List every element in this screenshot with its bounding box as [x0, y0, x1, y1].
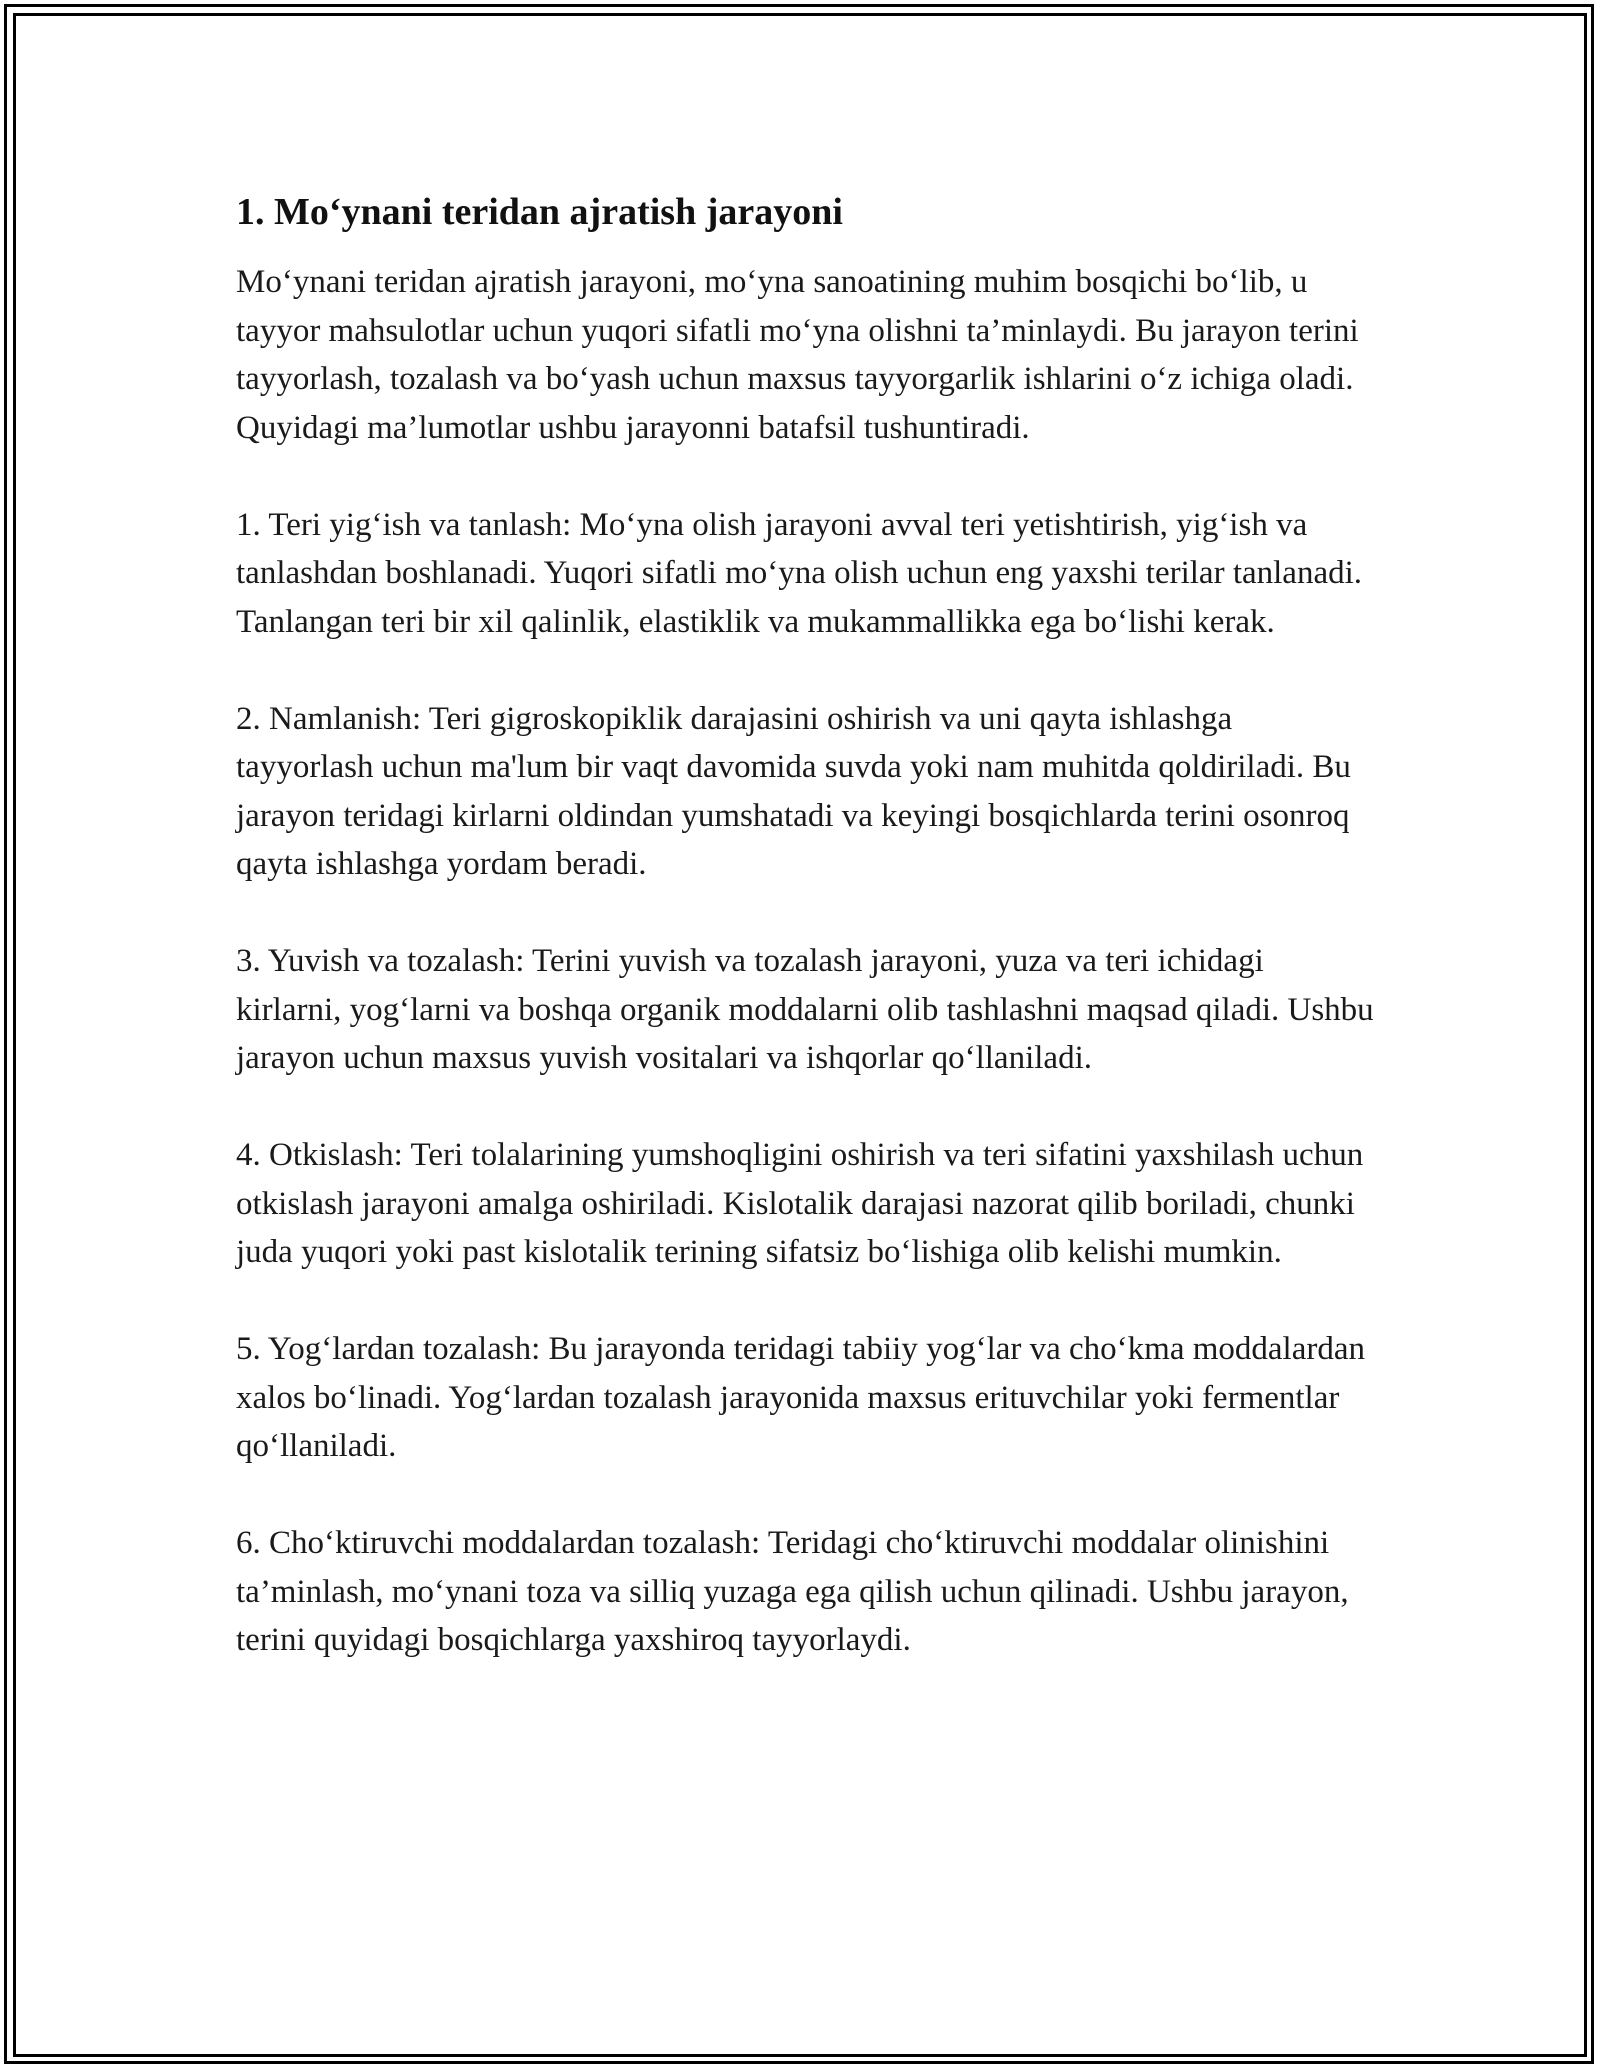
- step-5-paragraph: 5. Yog‘lardan tozalash: Bu jarayonda teridagi tabiiy yog‘lar va cho‘kma moddalardan xalos bo‘linadi. Yog‘lardan tozalash jarayonida maxsus erituvchilar yoki fermentlar qo‘llaniladi.: [236, 1331, 1365, 1464]
- document-body: [236, 188, 1376, 1713]
- step-6-paragraph: 6. Cho‘ktiruvchi moddalardan tozalash: Teridagi cho‘ktiruvchi moddalar olinishini ta’minlash, mo‘ynani toza va silliq yuzaga ega qilish uchun qilinadi. Ushbu jarayon, terini quyidagi bosqichlarga yaxshiroq tayyorlaydi.: [236, 1525, 1349, 1658]
- step-2-paragraph: 2. Namlanish: Teri gigroskopiklik darajasini oshirish va uni qayta ishlashga tayyorlash uchun ma'lum bir vaqt davomida suvda yoki nam muhitda qoldiriladi. Bu jarayon teridagi kirlarni oldindan yumshatadi va keyingi bosqichlarda terini osonroq qayta ishlashga yordam beradi.: [236, 700, 1351, 882]
- document-title: 1. Mo‘ynani teridan ajratish jarayoni: [236, 191, 843, 233]
- intro-paragraph: Mo‘ynani teridan ajratish jarayoni, mo‘yna sanoatining muhim bosqichi bo‘lib, u tayyor mahsulotlar uchun yuqori sifatli mo‘yna olishni ta’minlaydi. Bu jarayon terini tayyorlash, tozalash va bo‘yash uchun maxsus tayyorgarlik ishlarini o‘z ichiga oladi. Quyidagi ma’lumotlar ushbu jarayonni batafsil tushuntiradi.: [236, 264, 1359, 446]
- step-4-paragraph: 4. Otkislash: Teri tolalarining yumshoqligini oshirish va teri sifatini yaxshilash uchun otkislash jarayoni amalga oshiriladi. Kislotalik darajasi nazorat qilib boriladi, chunki juda yuqori yoki past kislotalik terining sifatsiz bo‘lishiga olib kelishi mumkin.: [236, 1137, 1364, 1270]
- step-3-paragraph: 3. Yuvish va tozalash: Terini yuvish va tozalash jarayoni, yuza va teri ichidagi kirlarni, yog‘larni va boshqa organik moddalarni olib tashlashni maqsad qiladi. Ushbu jarayon uchun maxsus yuvish vositalari va ishqorlar qo‘llaniladi.: [236, 943, 1374, 1076]
- step-1-paragraph: 1. Teri yig‘ish va tanlash: Mo‘yna olish jarayoni avval teri yetishtirish, yig‘ish va tanlashdan boshlanadi. Yuqori sifatli mo‘yna olish uchun eng yaxshi terilar tanlanadi. Tanlangan teri bir xil qalinlik, elastiklik va mukammallikka ega bo‘lishi kerak.: [236, 506, 1363, 640]
